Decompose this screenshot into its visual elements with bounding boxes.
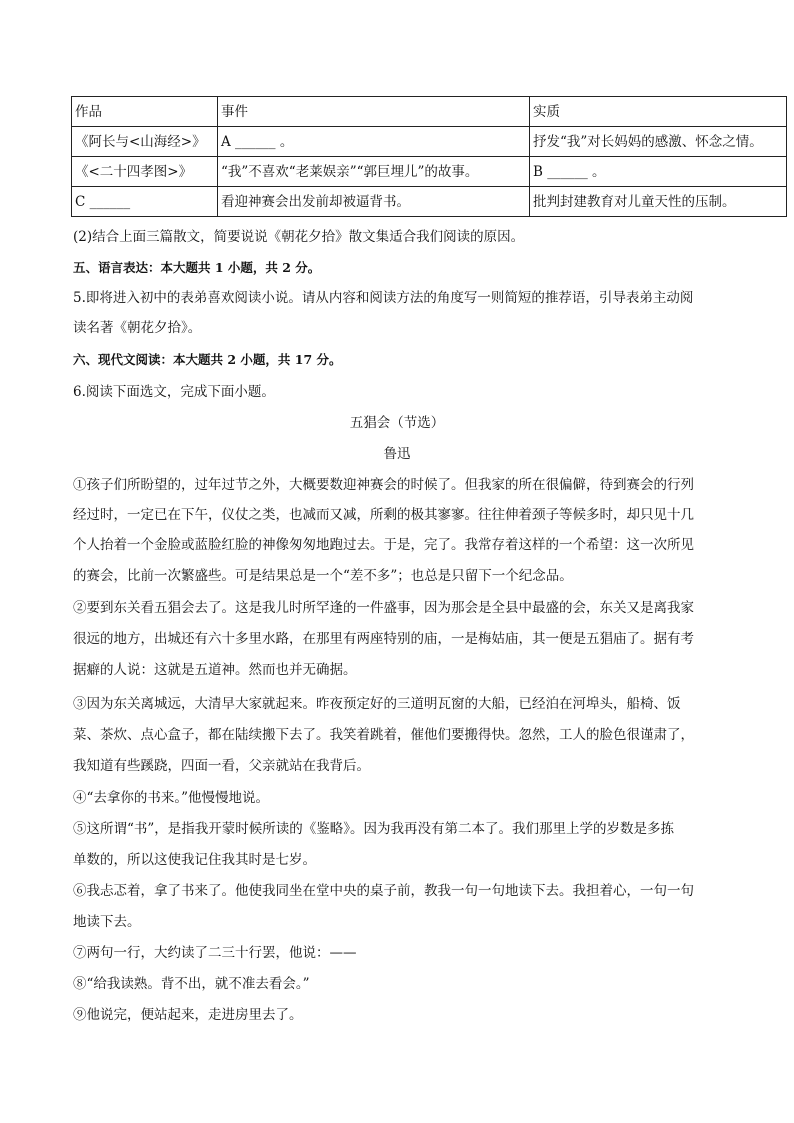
essay-line: ③因为东关离城远，大清早大家就起来。昨夜预定好的三道明瓦窗的大船，已经泊在河埠头，船椅、饭 xyxy=(73,696,681,712)
table-cell: 抒发“我”对长妈妈的感激、怀念之情。 xyxy=(530,127,787,157)
table-header-cell: 作品 xyxy=(72,97,218,127)
question-5-line: 5.即将进入初中的表弟喜欢阅读小说。请从内容和阅读方法的角度写一则简短的推荐语，引导表弟主动阅 xyxy=(73,290,694,306)
question-6-text: 6.阅读下面选文，完成下面小题。 xyxy=(73,384,275,400)
table-cell: B ______ 。 xyxy=(530,157,787,187)
table-header-cell: 实质 xyxy=(530,97,787,127)
essay-line: ⑤这所谓“书”，是指我开蒙时候所读的《鉴略》。因为我再没有第二本了。我们那里上学的岁数是多拣 xyxy=(73,821,675,837)
essay-line: 菜、茶炊、点心盒子，都在陆续搬下去了。我笑着跳着，催他们要搬得快。忽然，工人的脸色很谨肃了， xyxy=(73,727,694,743)
table-header-cell: 事件 xyxy=(218,97,530,127)
essay-line: 个人抬着一个金脸或蓝脸红脸的神像匆匆地跑过去。于是，完了。我常存着这样的一个希望：这一次所见 xyxy=(73,537,694,553)
essay-line: ⑥我忐忑着，拿了书来了。他使我同坐在堂中央的桌子前，教我一句一句地读下去。我担着心，一句一句 xyxy=(73,883,694,899)
section-6-heading: 六、现代文阅读：本大题共 2 小题，共 17 分。 xyxy=(73,352,342,367)
table-cell: A ______ 。 xyxy=(218,127,530,157)
table-cell: 《阿长与<山海经>》 xyxy=(72,127,218,157)
table-cell: 批判封建教育对儿童天性的压制。 xyxy=(530,187,787,217)
table-cell: “我”不喜欢“老莱娱亲”“郭巨埋儿”的故事。 xyxy=(218,157,530,187)
essay-line: 经过时，一定已在下午，仪仗之类，也减而又减，所剩的极其寥寥。往往伸着颈子等候多时，却只见十几 xyxy=(73,507,694,523)
table-header-row xyxy=(72,97,787,127)
section-5-heading: 五、语言表达：本大题共 1 小题，共 2 分。 xyxy=(73,260,321,275)
table-cell: 看迎神赛会出发前却被逼背书。 xyxy=(218,187,530,217)
essay-line: ⑨他说完，便站起来，走进房里去了。 xyxy=(73,1007,303,1023)
essay-line: 的赛会，比前一次繁盛些。可是结果总是一个“差不多”；也总是只留下一个纪念品。 xyxy=(73,568,573,584)
table-cell: 《<二十四孝图>》 xyxy=(72,157,218,187)
essay-author: 鲁迅 xyxy=(383,446,411,462)
table-row xyxy=(72,127,787,157)
essay-line: ④“去拿你的书来。”他慢慢地说。 xyxy=(73,790,270,806)
table-row xyxy=(72,157,787,187)
question-5-line: 读名著《朝花夕拾》。 xyxy=(73,320,202,336)
essay-line: 单数的，所以这使我记住我其时是七岁。 xyxy=(73,852,316,868)
essay-line: ⑦两句一行，大约读了二三十行罢，他说：—— xyxy=(73,945,357,961)
works-table xyxy=(71,96,787,217)
essay-title: 五猖会（节选） xyxy=(349,415,445,431)
table-cell: C ______ xyxy=(72,187,218,217)
essay-line: 地读下去。 xyxy=(73,914,141,930)
question-2-text: (2)结合上面三篇散文，简要说说《朝花夕拾》散文集适合我们阅读的原因。 xyxy=(73,229,525,245)
essay-line: 我知道有些蹊跷，四面一看，父亲就站在我背后。 xyxy=(73,758,370,774)
essay-line: ②要到东关看五猖会去了。这是我儿时所罕逢的一件盛事，因为那会是全县中最盛的会，东关又是离我家 xyxy=(73,600,694,616)
table-row xyxy=(72,187,787,217)
essay-line: 很远的地方，出城还有六十多里水路，在那里有两座特别的庙，一是梅姑庙，其一便是五猖庙了。据有考 xyxy=(73,631,694,647)
essay-line: 据癖的人说：这就是五道神。然而也并无确据。 xyxy=(73,662,357,678)
essay-line: ①孩子们所盼望的，过年过节之外，大概要数迎神赛会的时候了。但我家的所在很偏僻，待到赛会的行列 xyxy=(73,477,694,493)
essay-line: ⑧“给我读熟。背不出，就不准去看会。” xyxy=(73,976,310,992)
